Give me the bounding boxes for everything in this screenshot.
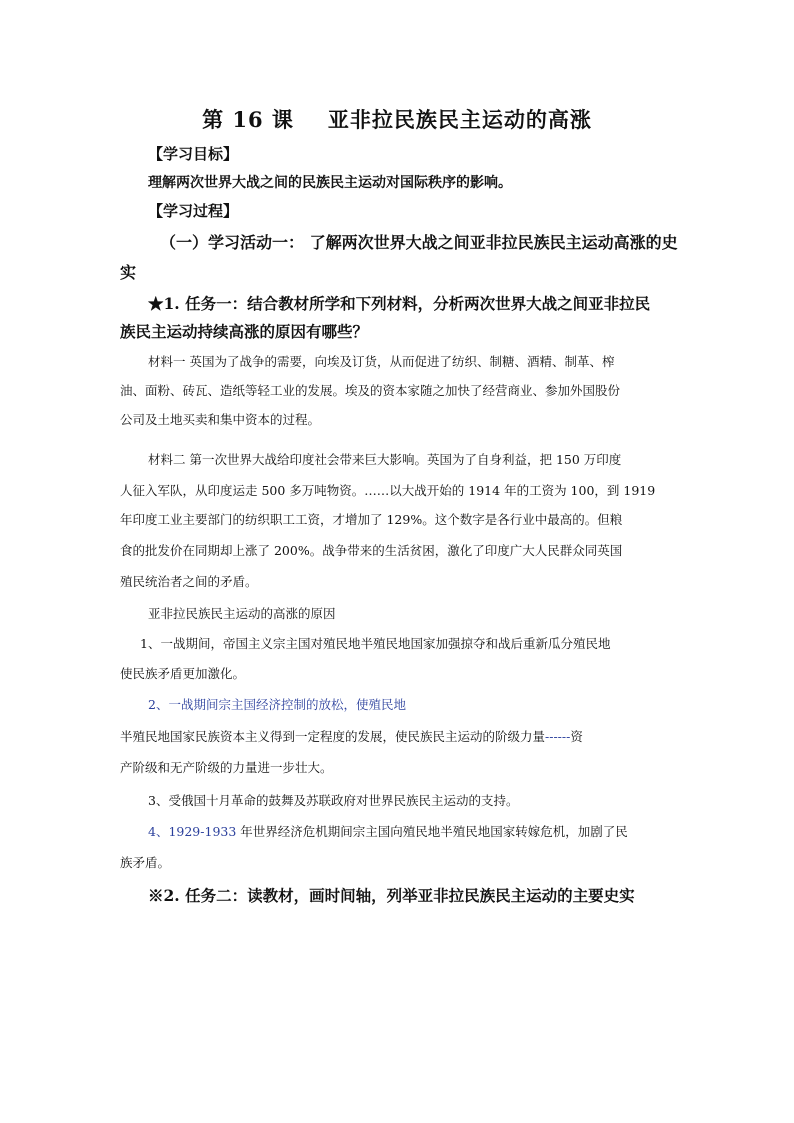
- page-title: [0, 104, 794, 134]
- reason4-text: 年世界经济危机期间宗主国向殖民地半殖民地国家转嫁危机，加剧了民: [236, 824, 628, 839]
- reason2-text: 半殖民地国家民族资本主义得到一定程度的发展，使民族民主运动的阶级力量: [120, 729, 546, 744]
- reason4-line1: [148, 822, 708, 840]
- reason2-line2: [120, 727, 680, 745]
- reason2-dashes: ------: [545, 729, 571, 744]
- material2-line: 人征入军队，从印度运走 500 多万吨物资。……以大战开始的 1914 年的工资为 100，到 1919: [120, 483, 656, 498]
- process-header: 【学习过程】: [148, 202, 239, 220]
- reasons-heading: 亚非拉民族民主运动的高涨的原因: [148, 606, 336, 621]
- material2-line: 殖民统治者之间的矛盾。: [120, 574, 258, 589]
- material1-line: 材料一 英国为了战争的需要，向埃及订货，从而促进了纺织、制糖、酒精、制革、榨: [148, 354, 615, 369]
- material2-line: 材料二 第一次世界大战给印度社会带来巨大影响。英国为了自身利益，把 150 万印度: [148, 452, 622, 467]
- reason1-line1: [140, 634, 708, 652]
- task1-heading-line1: ★1. 任务一：结合教材所学和下列材料，分析两次世界大战之间亚非拉民: [148, 294, 651, 313]
- reason2-line3: 产阶级和无产阶级的力量进一步壮大。: [120, 760, 333, 775]
- lesson-topic: 亚非拉民族民主运动的高涨: [327, 107, 592, 132]
- goal-text: 理解两次世界大战之间的民族民主运动对国际秩序的影响。: [148, 175, 512, 191]
- reason1-line2: 使民族矛盾更加激化。: [120, 666, 246, 681]
- material1-line: 油、面粉、砖瓦、造纸等轻工业的发展。埃及的资本家随之加快了经营商业、参加外国股份: [120, 383, 621, 398]
- task1-heading-line2: 族民主运动持续高涨的原因有哪些？: [120, 322, 369, 341]
- reason4-years: 4、1929-1933: [148, 824, 237, 839]
- activity1-heading-line1: （一）学习活动一： 了解两次世界大战之间亚非拉民族民主运动高涨的史: [160, 233, 678, 252]
- material1-line: 公司及土地买卖和集中资本的过程。: [120, 412, 321, 427]
- material2-line: 年印度工业主要部门的纺织职工工资，才增加了 129%。这个数字是各行业中最高的。但粮: [120, 512, 623, 527]
- task2-heading: ※2. 任务二：读教材，画时间轴，列举亚非拉民族民主运动的主要史实: [148, 886, 635, 905]
- lesson-number: 第 16 课: [202, 107, 294, 132]
- reason3-line: 3、受俄国十月革命的鼓舞及苏联政府对世界民族民主运动的支持。: [148, 793, 519, 808]
- reason1-text: 1、一战期间，帝国主义宗主国对殖民地半殖民地国家加强掠夺和战后重新瓜分殖民地: [140, 636, 611, 651]
- reason4-line2: 族矛盾。: [120, 855, 171, 870]
- reason2-tail: 资: [570, 729, 583, 744]
- reason2-line1: 2、一战期间宗主国经济控制的放松，使殖民地: [148, 697, 406, 712]
- activity1-heading-line2: 实: [120, 263, 137, 282]
- goals-header: 【学习目标】: [148, 145, 239, 163]
- material2-line: 食的批发价在同期却上涨了 200%。战争带来的生活贫困，激化了印度广大人民群众同英国: [120, 543, 623, 558]
